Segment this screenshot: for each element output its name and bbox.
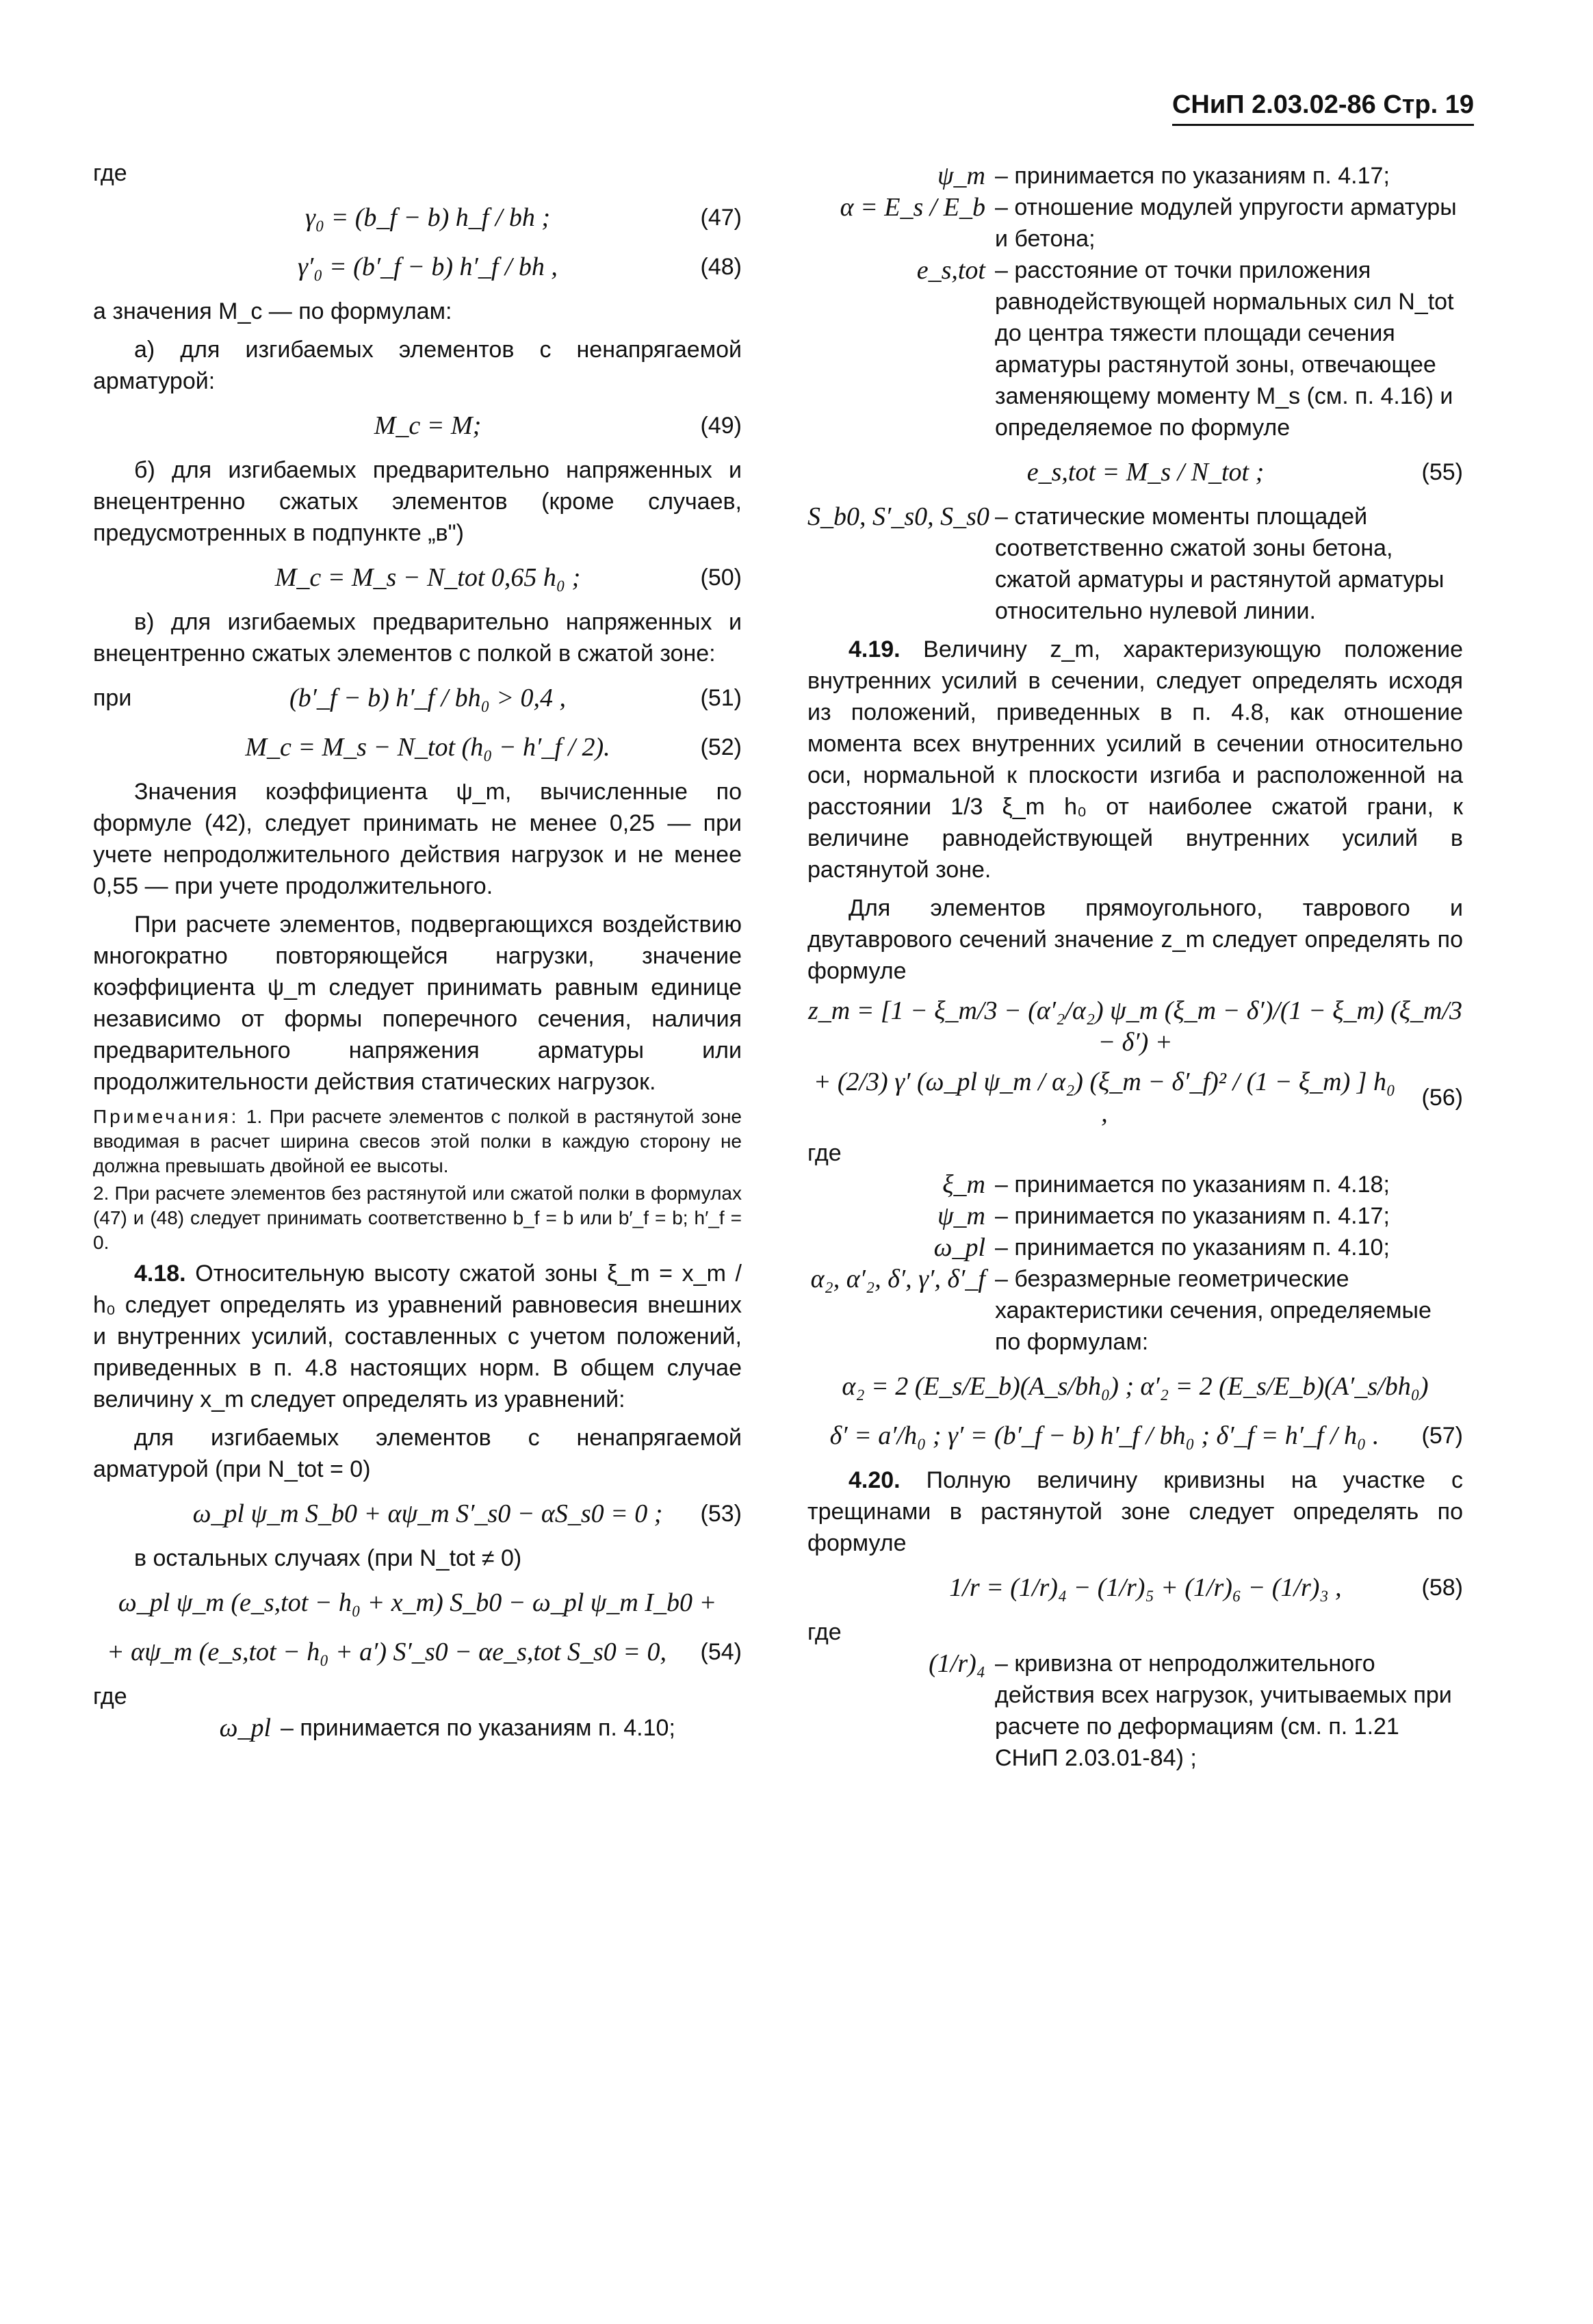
paragraph-psi: Значения коэффициента ψ_m, вычисленные по формуле (42), следует принимать не менее 0,25 — при учете непродолжительного действия нагрузок и не менее 0,55 — при учете продолжительного. <box>93 779 742 899</box>
def-xi-symbol: ξ_m <box>942 1170 985 1199</box>
section-4-18-number: 4.18. <box>134 1261 186 1287</box>
equation-49 <box>93 405 742 446</box>
section-4-18-text: Относительную высоту сжатой зоны ξ_m = x_m / h₀ следует определять из уравнений равновесия внешних и внутренних усилий, составленных с учетом положений, приведенных в п. 4.8 настоящих норм. В общем случае величину x_m следует определять из уравнений: <box>93 1261 742 1412</box>
equation-56-body: + (2/3) γ′ (ω_pl ψ_m / α₂) (ξ_m − δ′_f)² / (1 − ξ_m) ] h₀ , <box>813 1068 1396 1128</box>
equation-54-line1 <box>93 1582 742 1623</box>
equation-54-body: + αψ_m (e_s,tot − h₀ + a′) S′_s0 − αe_s,tot S_s0 = 0, <box>107 1638 666 1666</box>
equation-50-body: M_c = M_s − N_tot 0,65 h₀ ; <box>274 563 581 592</box>
equation-51-number: (51) <box>700 685 742 711</box>
equation-51-lead: при <box>93 685 132 711</box>
equation-50 <box>93 557 742 598</box>
notes-title: Примечания: <box>93 1106 239 1127</box>
equation-54 <box>93 1631 742 1673</box>
equation-54-number: (54) <box>700 1639 742 1665</box>
definitions-right-1 <box>807 160 1463 443</box>
section-4-20 <box>807 1464 1463 1559</box>
equation-50-number: (50) <box>700 565 742 591</box>
equation-56-line1-body: z_m = [1 − ξ_m/3 − (α′₂/α₂) ψ_m (ξ_m − δ′)/(1 − ξ_m) (ξ_m/3 − δ′) + <box>807 996 1463 1057</box>
equation-51 <box>93 677 742 719</box>
equation-53 <box>93 1493 742 1534</box>
def-omega2-text: – принимается по указаниям п. 4.10; <box>995 1235 1390 1261</box>
equation-58-body: 1/r = (1/r)₄ − (1/r)₅ + (1/r)₆ − (1/r)₃ , <box>949 1573 1342 1602</box>
item-a: а) для изгибаемых элементов с ненапрягаемой арматурой: <box>93 337 742 394</box>
equation-51-body: (b′_f − b) h′_f / bh₀ > 0,4 , <box>289 684 567 712</box>
item-v: в) для изгибаемых предварительно напряженных и внецентренно сжатых элементов с полкой в сжатой зоне: <box>93 609 742 667</box>
equation-48-number: (48) <box>700 254 742 280</box>
equation-52 <box>93 727 742 768</box>
paragraph-repeat-load: При расчете элементов, подвергающихся воздействию многократно повторяющейся нагрузки, значение коэффициента ψ_m следует принимать равным единице независимо от формы поперечного сечения, наличия предварительного напряжения арматуры или продолжительности действия статических нагрузок. <box>93 912 742 1095</box>
section-4-18-case1: для изгибаемых элементов с ненапрягаемой арматурой (при N_tot = 0) <box>93 1425 742 1482</box>
def-psi2-symbol: ψ_m <box>937 1202 985 1230</box>
equation-49-body: M_c = M; <box>374 411 482 440</box>
definitions-left <box>93 1681 742 1744</box>
equation-47-number: (47) <box>700 205 742 231</box>
equation-56-line1 <box>807 995 1463 1058</box>
section-4-19-text: Величину z_m, характеризующую положение внутренних усилий в сечении, следует определять исходя из положений, приведенных в п. 4.8, как отношение момента всех внутренних усилий в сечении относительно оси, нормальной к плоскости изгиба и расположенной на расстоянии 1/3 ξ_m h₀ от наиболее сжатой грани, к величине равнодействующей внутренних усилий в растянутой зоне. <box>807 636 1463 883</box>
left-column <box>93 157 742 1751</box>
page-header: СНиП 2.03.02-86 Стр. 19 <box>1171 90 1474 119</box>
section-4-19 <box>807 634 1463 886</box>
equation-58-number: (58) <box>1421 1575 1463 1601</box>
equation-57-body: δ′ = a′/h₀ ; γ′ = (b′_f − b) h′_f / bh₀ ; δ′_f = h′_f / h₀ . <box>829 1421 1380 1450</box>
equation-57-line1-body: α₂ = 2 (E_s/E_b)(A_s/bh₀) ; α′₂ = 2 (E_s/E_b)(A′_s/bh₀) <box>842 1372 1429 1401</box>
section-4-20-number: 4.20. <box>849 1467 901 1493</box>
where-label: где <box>93 160 127 186</box>
equation-48 <box>93 246 742 287</box>
equation-53-number: (53) <box>700 1501 742 1527</box>
def-omega2-symbol: ω_pl <box>933 1233 985 1262</box>
section-4-19-b: Для элементов прямоугольного, таврового и двутаврового сечений значение z_m следует определять по формуле <box>807 895 1463 984</box>
definitions-static-moments <box>807 501 1463 627</box>
equation-49-number: (49) <box>700 413 742 439</box>
def-es-tot-text: – расстояние от точки приложения равнодействующей нормальных сил N_tot до центра тяжести площади сечения арматуры растянутой зоны, отвечающее заменяющему моменту M_s (см. п. 4.16) и определяемое по формуле <box>995 257 1454 441</box>
definitions-curvature <box>807 1616 1463 1774</box>
equation-56-number: (56) <box>1421 1085 1463 1111</box>
def-omega-pl-symbol: ω_pl <box>219 1714 271 1742</box>
where-label-4: где <box>807 1619 842 1645</box>
mc-intro: а значения M_c — по формулам: <box>93 298 452 324</box>
def-psi2-text: – принимается по указаниям п. 4.17; <box>995 1203 1390 1229</box>
section-4-20-text: Полную величину кривизны на участке с трещинами в растянутой зоне следует определять по формуле <box>807 1467 1464 1556</box>
equation-52-body: M_c = M_s − N_tot (h₀ − h′_f / 2). <box>245 733 610 762</box>
equation-55-number: (55) <box>1421 459 1463 485</box>
where-label-3: где <box>807 1140 842 1166</box>
def-s-symbol: S_b0, S′_s0, S_s0 <box>807 502 989 531</box>
def-r4-text: – кривизна от непродолжительного действия всех нагрузок, учитываемых при расчете по деформациям (см. п. 1.21 СНиП 2.03.01-84) ; <box>995 1651 1452 1771</box>
definitions-right-2 <box>807 1137 1463 1358</box>
equation-55-body: e_s,tot = M_s / N_tot ; <box>1026 458 1265 487</box>
equation-55 <box>807 452 1463 493</box>
equation-57-number: (57) <box>1421 1423 1463 1449</box>
def-r4-symbol: (1/r)₄ <box>929 1649 985 1678</box>
section-4-18-case2: в остальных случаях (при N_tot ≠ 0) <box>134 1545 522 1571</box>
item-b: б) для изгибаемых предварительно напряженных и внецентренно сжатых элементов (кроме случаев, предусмотренных в подпункте „в") <box>93 457 742 546</box>
def-omega-pl-text: – принимается по указаниям п. 4.10; <box>281 1715 675 1741</box>
equation-58 <box>807 1567 1463 1608</box>
equation-57 <box>807 1415 1463 1456</box>
where-label-2: где <box>93 1683 127 1709</box>
def-psi-symbol: ψ_m <box>937 162 985 190</box>
def-alpha-text: – отношение модулей упругости арматуры и бетона; <box>995 194 1457 252</box>
def-xi-text: – принимается по указаниям п. 4.18; <box>995 1172 1390 1198</box>
equation-56 <box>807 1066 1463 1129</box>
equation-52-number: (52) <box>700 734 742 760</box>
def-es-tot-symbol: e_s,tot <box>916 256 985 285</box>
note-1: 1. При расчете элементов с полкой в растянутой зоне вводимая в расчет ширина свесов этой полки в каждую сторону не должна превышать двойной ее высоты. <box>93 1106 742 1176</box>
def-s-text: – статические моменты площадей соответственно сжатой зоны бетона, сжатой арматуры и растянутой арматуры относительно нулевой линии. <box>995 504 1445 624</box>
note-2: 2. При расчете элементов без растянутой или сжатой полки в формулах (47) и (48) следует принимать соответственно b_f = b или b′_f = b; h′_f = 0. <box>93 1183 742 1253</box>
equation-54-line1-body: ω_pl ψ_m (e_s,tot − h₀ + x_m) S_b0 − ω_pl ψ_m I_b0 + <box>118 1588 717 1617</box>
def-psi-text: – принимается по указаниям п. 4.17; <box>995 163 1390 189</box>
equation-48-body: γ′₀ = (b′_f − b) h′_f / bh , <box>298 253 558 281</box>
def-geom-symbol: α₂, α′₂, δ′, γ′, δ′_f <box>810 1265 985 1293</box>
equation-47-body: γ₀ = (b_f − b) h_f / bh ; <box>305 203 551 232</box>
section-4-18 <box>93 1258 742 1415</box>
equation-47 <box>93 197 742 238</box>
def-geom-text: – безразмерные геометрические характеристики сечения, определяемые по формулам: <box>995 1266 1432 1355</box>
right-column <box>807 157 1463 1781</box>
equation-57-line1 <box>807 1366 1463 1407</box>
def-alpha-symbol: α = E_s / E_b <box>840 193 985 222</box>
equation-53-body: ω_pl ψ_m S_b0 + αψ_m S′_s0 − αS_s0 = 0 ; <box>192 1499 663 1528</box>
notes-block <box>93 1105 742 1178</box>
section-4-19-number: 4.19. <box>849 636 901 662</box>
